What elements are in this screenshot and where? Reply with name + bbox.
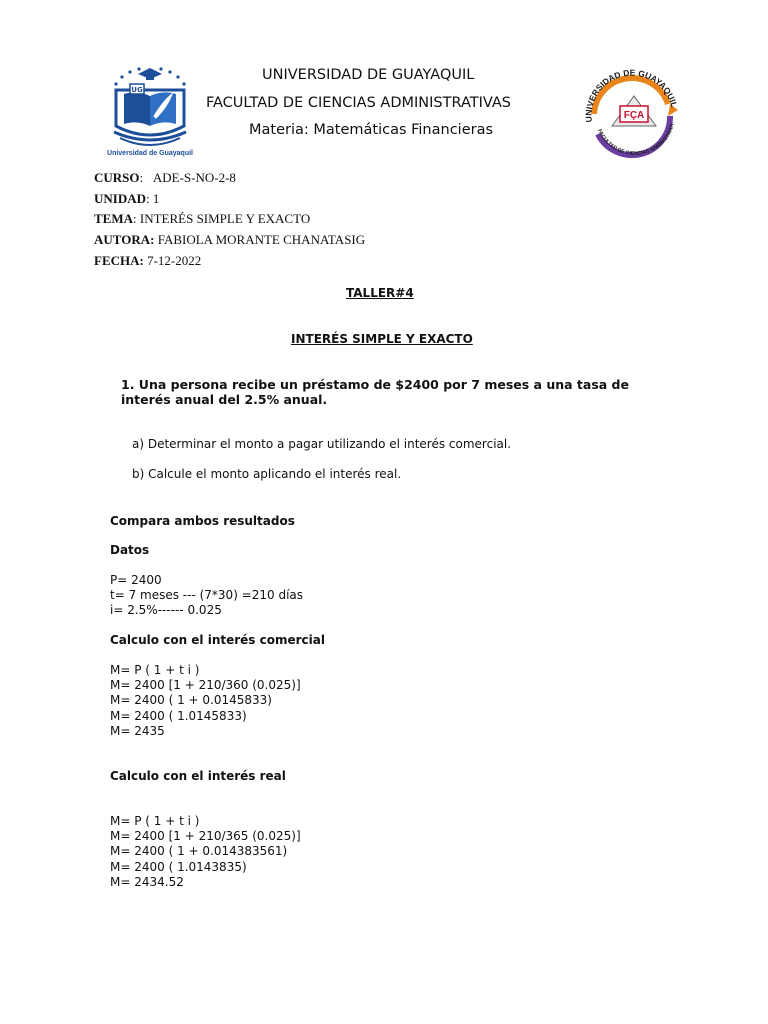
comercial-line: M= P ( 1 + t i ) (110, 663, 200, 677)
problem-line-2: interés anual del 2.5% anual. (121, 392, 328, 407)
real-title: Calculo con el interés real (110, 769, 286, 783)
real-line: M= 2400 ( 1.0143835) (110, 859, 247, 874)
faculty-seal-icon (578, 64, 684, 164)
tema-value: INTERÉS SIMPLE Y EXACTO (139, 211, 311, 226)
section-title: INTERÉS SIMPLE Y EXACTO (291, 332, 473, 346)
logo-caption: Universidad de Guayaquil (107, 150, 193, 157)
university-title: UNIVERSIDAD DE GUAYAQUIL (262, 67, 475, 83)
real-lines (110, 814, 301, 890)
curso-label: CURSO (94, 170, 140, 185)
datos-line: i= 2.5%------ 0.025 (110, 603, 222, 618)
autora-value: FABIOLA MORANTE CHANATASIG (157, 232, 366, 247)
item-a: a) Determinar el monto a pagar utilizando el interés comercial. (132, 437, 512, 451)
svg-text:FACULTAD DE CIENCIAS ADMINISTR: FACULTAD DE CIENCIAS ADMINISTRATI (596, 123, 676, 157)
subject-title: Materia: Matemáticas Financieras (249, 122, 494, 138)
fecha-line (94, 253, 201, 269)
real-line: M= 2434.52 (110, 874, 184, 889)
comercial-lines (110, 663, 301, 739)
curso-value: ADE-S-NO-2-8 (152, 170, 236, 185)
svg-text:UNIVERSIDAD DE GUAYAQUIL: UNIVERSIDAD DE GUAYAQUIL (583, 67, 680, 123)
datos-title: Datos (110, 543, 150, 557)
fecha-label: FECHA: (94, 253, 144, 268)
unidad-label: UNIDAD (94, 191, 146, 206)
autora-line (94, 232, 365, 248)
comercial-line: M= 2400 [1 + 210/360 (0.025)] (110, 678, 301, 693)
datos-lines (110, 573, 303, 619)
tema-label: TEMA (94, 211, 133, 226)
unidad-value: 1 (152, 191, 160, 206)
autora-label: AUTORA: (94, 232, 155, 247)
comercial-title: Calculo con el interés comercial (110, 633, 325, 647)
university-logo (94, 64, 206, 162)
university-crest-icon (94, 64, 206, 162)
comercial-line: M= 2400 ( 1 + 0.0145833) (110, 693, 272, 708)
fecha-value: 7-12-2022 (147, 253, 202, 268)
real-line: M= P ( 1 + t i ) (110, 814, 200, 828)
tema-line: TEMA: INTERÉS SIMPLE Y EXACTO (94, 211, 311, 226)
datos-line: t= 7 meses --- (7*30) =210 días (110, 588, 304, 603)
faculty-logo (578, 64, 684, 164)
svg-text:UG: UG (131, 86, 143, 94)
taller-title: TALLER#4 (346, 286, 414, 300)
comercial-line: M= 2435 (110, 723, 165, 738)
item-b: b) Calcule el monto aplicando el interés real. (132, 467, 402, 481)
real-line: M= 2400 [1 + 210/365 (0.025)] (110, 829, 301, 844)
datos-line: P= 2400 (110, 573, 162, 587)
problem-line-1: 1. Una persona recibe un préstamo de $2400 por 7 meses a una tasa de (121, 377, 629, 392)
svg-text:FÇA: FÇA (623, 110, 645, 121)
comercial-line: M= 2400 ( 1.0145833) (110, 708, 247, 723)
real-line: M= 2400 ( 1 + 0.014383561) (110, 844, 288, 859)
unidad-line: UNIDAD: 1 (94, 191, 160, 206)
faculty-title: FACULTAD DE CIENCIAS ADMINISTRATIVAS (206, 95, 511, 111)
compare-title: Compara ambos resultados (110, 514, 295, 528)
curso-line: CURSO: ADE-S-NO-2-8 (94, 170, 236, 185)
